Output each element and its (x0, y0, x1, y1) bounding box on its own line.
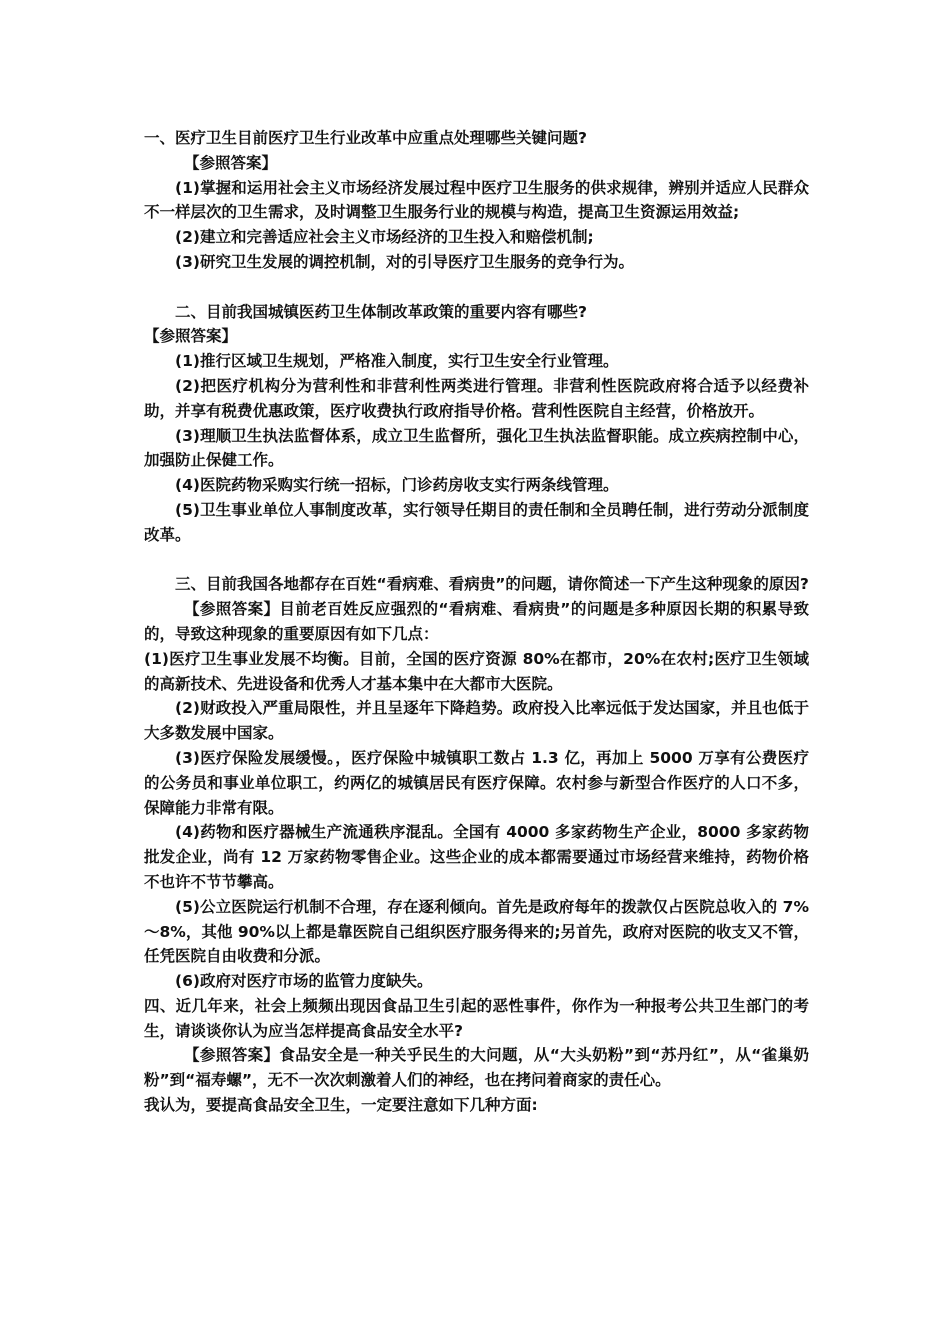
question-3-item-3: (3)医疗保险发展缓慢。，医疗保险中城镇职工数占 1.3 亿，再加上 5000 万享有公费医疗的公务员和事业单位职工，约两亿的城镇居民有医疗保障。农村参与新型合作医疗的人口不多，保障能力非常有限。 (144, 748, 809, 817)
question-2-item-3: (3)理顺卫生执法监督体系，成立卫生监督所，强化卫生执法监督职能。成立疾病控制中心，加强防止保健工作。 (144, 426, 809, 470)
question-3-title: 三、目前我国各地都存在百姓“看病难、看病贵”的问题，请你简述一下产生这种现象的原因? (175, 575, 809, 594)
question-4-title: 四、近几年来，社会上频频出现因食品卫生引起的恶性事件，你作为一种报考公共卫生部门的考生，请谈谈你认为应当怎样提高食品安全水平? (144, 996, 809, 1040)
question-3-item-4: (4)药物和医疗器械生产流通秩序混乱。全国有 4000 多家药物生产企业，8000 多家药物批发企业，尚有 12 万家药物零售企业。这些企业的成本都需要通过市场经营来维持，药物价格不也许不节节攀高。 (144, 823, 809, 891)
question-1-item-3: (3)研究卫生发展的调控机制，对的引导医疗卫生服务的竞争行为。 (175, 252, 634, 271)
question-2-item-2: (2)把医疗机构分为营利性和非营利性两类进行管理。非营利性医院政府将合适予以经费补助，并享有税费优惠政策，医疗收费执行政府指导价格。营利性医院自主经营，价格放开。 (144, 376, 809, 420)
section-spacer (144, 548, 809, 573)
question-1-answer-label: 【参照答案】 (184, 153, 278, 172)
question-3-item-6: (6)政府对医疗市场的监管力度缺失。 (175, 972, 433, 991)
question-4-answer: 【参照答案】食品安全是一种关乎民生的大问题，从“大头奶粉”到“苏丹红”，从“雀巢奶粉”到“福寿螺”，无不一次次刺激着人们的神经，也在拷问着商家的责任心。 (144, 1046, 809, 1090)
section-spacer (144, 275, 809, 300)
question-1-item-1: (1)掌握和运用社会主义市场经济发展过程中医疗卫生服务的供求规律，辨别并适应人民群众不一样层次的卫生需求，及时调整卫生服务行业的规模与构造，提高卫生资源运用效益; (144, 178, 809, 222)
question-1-item-2: (2)建立和完善适应社会主义市场经济的卫生投入和赔偿机制; (175, 228, 594, 247)
question-2-item-5: (5)卫生事业单位人事制度改革，实行领导任期目的责任制和全员聘任制，进行劳动分派制度改革。 (144, 500, 809, 544)
question-2-item-1: (1)推行区域卫生规划，严格准入制度，实行卫生安全行业管理。 (175, 352, 619, 371)
question-2-answer-label: 【参照答案】 (144, 327, 238, 346)
question-4-conclusion: 我认为，要提高食品安全卫生，一定要注意如下几种方面: (144, 1096, 538, 1115)
question-3-answer: 【参照答案】目前老百姓反应强烈的“看病难、看病贵”的问题是多种原因长期的积累导致的，导致这种现象的重要原因有如下几点： (144, 600, 809, 643)
question-1-title: 一、医疗卫生目前医疗卫生行业改革中应重点处理哪些关键问题? (144, 129, 587, 147)
question-3-item-2: (2)财政投入严重局限性，并且呈逐年下降趋势。政府投入比率远低于发达国家，并且也低于大多数发展中国家。 (144, 699, 809, 743)
document-body (144, 126, 809, 1118)
question-2-title: 二、目前我国城镇医药卫生体制改革政策的重要内容有哪些? (175, 302, 587, 321)
question-3-item-1: (1)医疗卫生事业发展不均衡。目前，全国的医疗资源 80%在都市，20%在农村;医疗卫生领域的高新技术、先进设备和优秀人才基本集中在大都市大医院。 (144, 649, 809, 693)
question-2-item-4: (4)医院药物采购实行统一招标，门诊药房收支实行两条线管理。 (175, 476, 619, 495)
question-3-item-5: (5)公立医院运行机制不合理，存在逐利倾向。首先是政府每年的拨款仅占医院总收入的 7%～8%，其他 90%以上都是靠医院自己组织医疗服务得来的;另首先，政府对医院的收支又不管，任凭医院自由收费和分派。 (144, 897, 809, 966)
